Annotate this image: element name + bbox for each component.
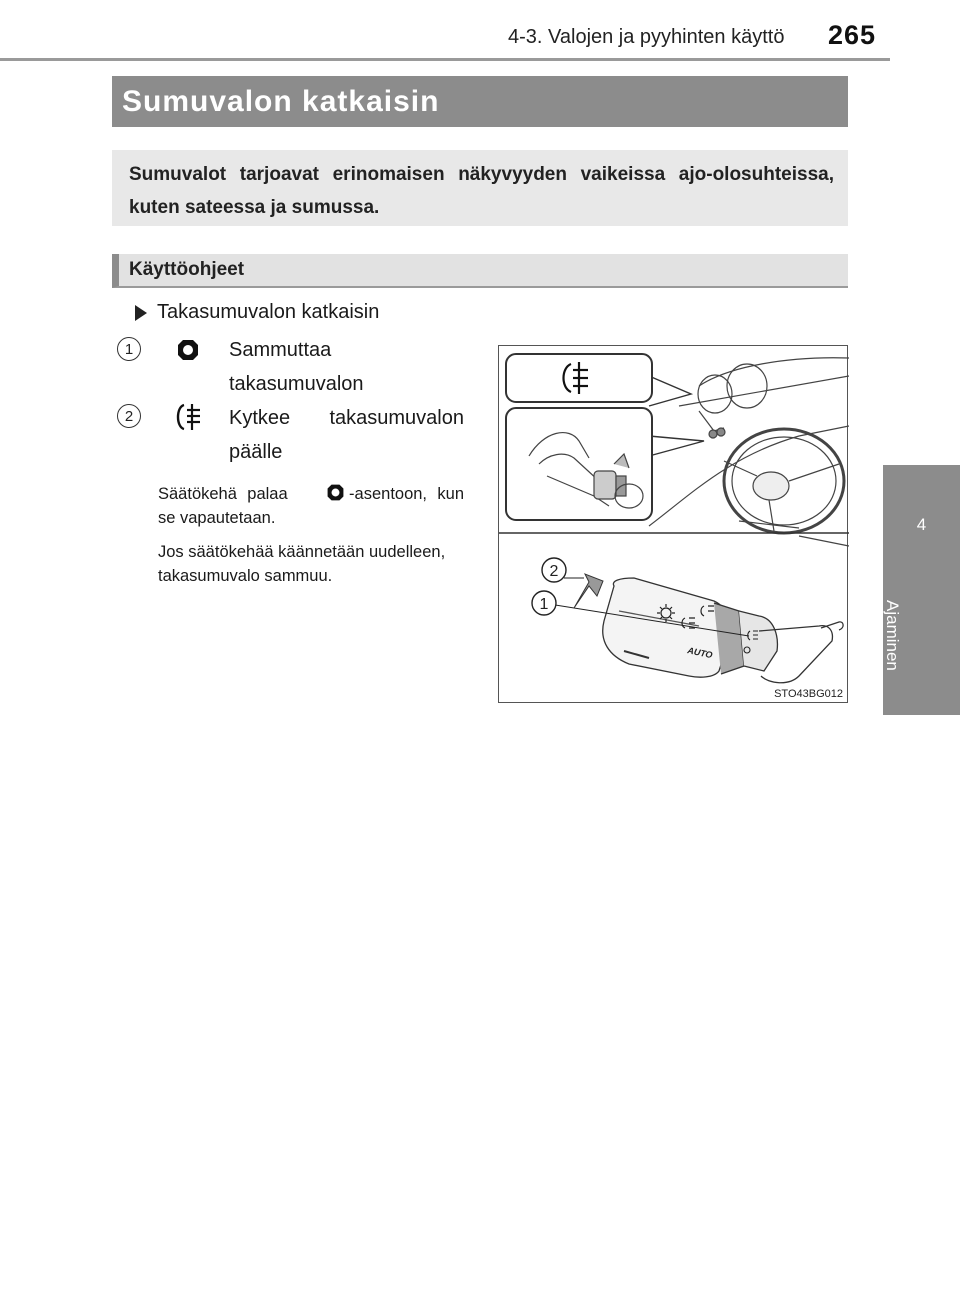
return-note: Säätökehä palaa -asentoon, kun se vapautetaan. bbox=[158, 485, 464, 527]
rear-fog-light-icon bbox=[173, 402, 205, 437]
illustration-drawing bbox=[499, 346, 849, 704]
item-2-number: 2 bbox=[117, 404, 141, 428]
page-number: 265 bbox=[828, 20, 877, 50]
bullet-text: Takasumuvalon katkaisin bbox=[157, 301, 380, 323]
section-heading: Käyttöohjeet bbox=[112, 254, 848, 288]
bullet-triangle-icon bbox=[135, 305, 147, 321]
bullet-item bbox=[135, 301, 379, 324]
section-header: 4-3. Valojen ja pyyhinten käyttö bbox=[508, 26, 785, 48]
chapter-tab bbox=[883, 465, 960, 715]
svg-text:2: 2 bbox=[549, 563, 559, 580]
intro-box: Sumuvalot tarjoavat erinomaisen näkyvyyden vaikeissa ajo-olosuhteissa, kuten sateessa ja sumussa. bbox=[112, 150, 848, 226]
item-1-text: Sammuttaa takasumuvalon bbox=[229, 339, 364, 395]
item-1-number: 1 bbox=[117, 337, 141, 361]
svg-text:1: 1 bbox=[539, 596, 549, 613]
again-note: Jos säätökehää käännetään uudelleen, takasumuvalo sammuu. bbox=[158, 543, 446, 585]
svg-text:AUTO: AUTO bbox=[686, 645, 714, 661]
chapter-number: 4 bbox=[916, 515, 927, 534]
header-rule bbox=[0, 58, 890, 61]
figure-code: STO43BG012 bbox=[774, 688, 843, 700]
switch-illustration bbox=[498, 345, 848, 703]
page-title: Sumuvalon katkaisin bbox=[122, 84, 440, 118]
page-title-bar bbox=[112, 76, 848, 127]
off-position-icon bbox=[176, 338, 200, 367]
off-position-inline-icon bbox=[326, 483, 345, 502]
item-2-text: Kytkee takasumuvalon päälle bbox=[229, 407, 464, 463]
